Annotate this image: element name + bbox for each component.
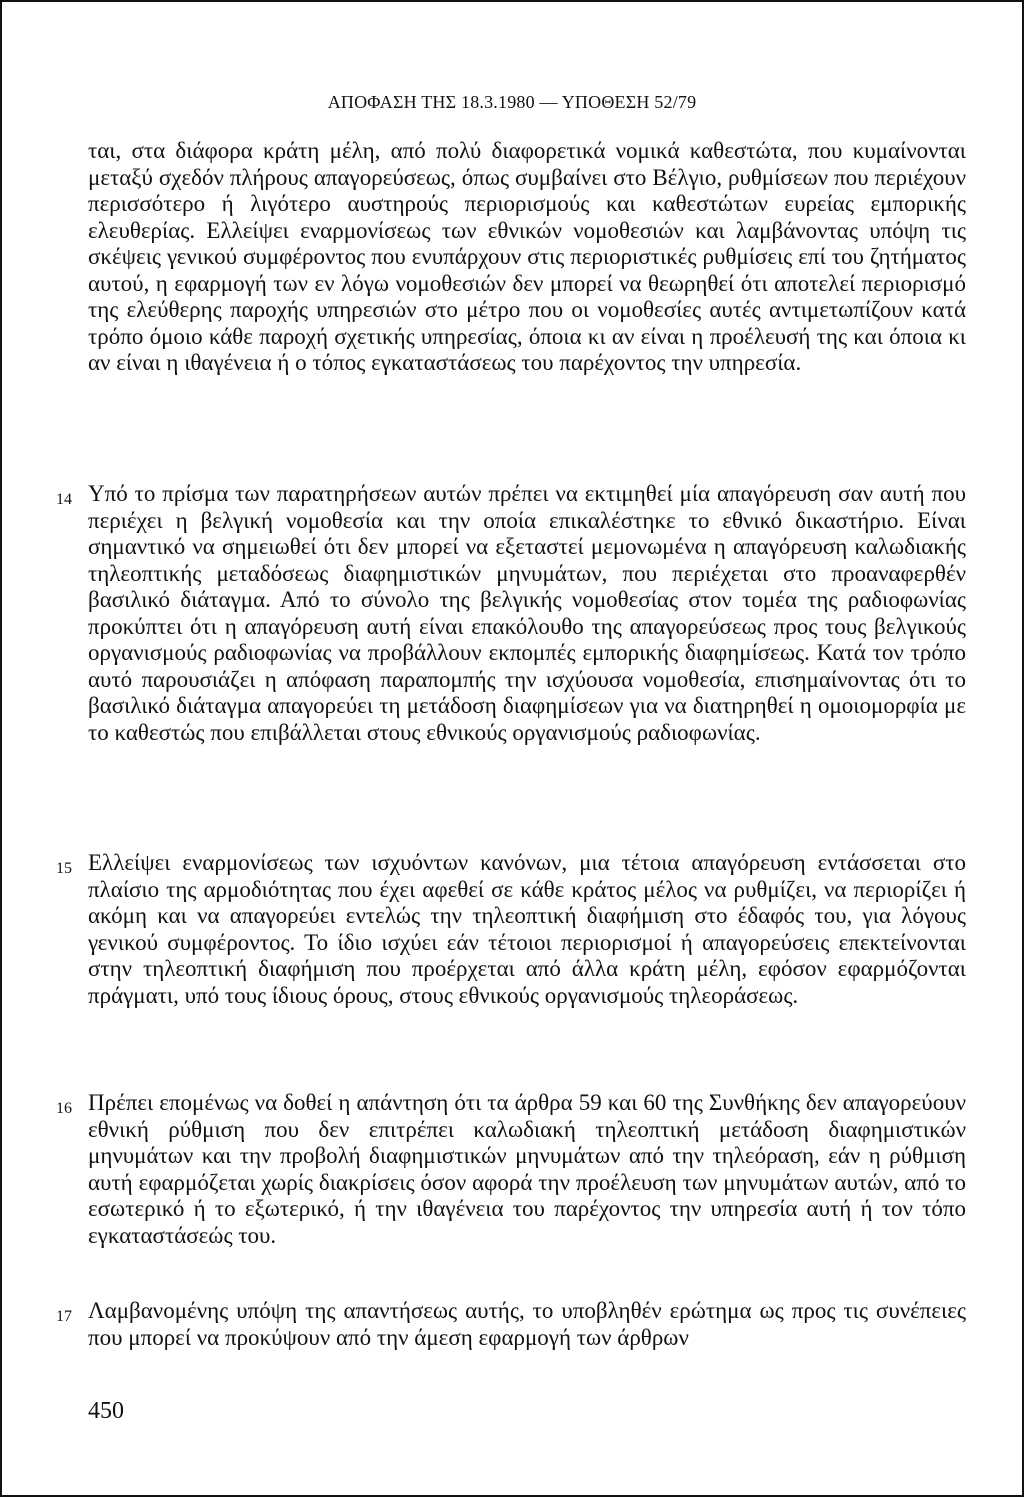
paragraph-16: Πρέπει επομένως να δοθεί η απάντηση ότι τα άρθρα 59 και 60 της Συνθήκης δεν απαγορεύουν εθνική ρύθμιση που δεν επιτρέπει καλωδιακή τηλεοπτική μετάδοση διαφημιστικών μηνυμάτων και την προβολή διαφημιστικών μηνυμάτων από την τηλεόραση, εάν η ρύθμιση αυτή εφαρμόζεται χωρίς διακρίσεις όσον αφορά την προέλευση των μηνυμάτων αυτών, από το εσωτερικό ή το εξωτερικό, ή την ιθαγένεια του παρέχοντος την υπηρεσία αυτή ή τον τόπο εγκαταστάσεώς του.: [88, 1090, 966, 1248]
paragraph-17: Λαμβανομένης υπόψη της απαντήσεως αυτής, το υποβληθέν ερώτημα ως προς τις συνέπειες που μπορεί να προκύψουν από την άμεση εφαρμογή των άρθρων: [88, 1298, 966, 1350]
paragraph-14: Υπό το πρίσμα των παρατηρήσεων αυτών πρέπει να εκτιμηθεί μία απαγόρευση σαν αυτή που περιέχει η βελγική νομοθεσία και την οποία επικαλέστηκε το εθνικό δικαστήριο. Είναι σημαντικό να σημειωθεί ότι δεν μπορεί να εξεταστεί μεμονωμένα η απαγόρευση καλωδιακής τηλεοπτικής μεταδόσεως διαφημιστικών μηνυμάτων, που περιέχεται στο προαναφερθέν βασιλικό διάταγμα. Από το σύνολο της βελγικής νομοθεσίας στον τομέα της ραδιοφωνίας προκύπτει ότι η απαγόρευση αυτή είναι επακόλουθο της απαγορεύσεως προς τους βελγικούς οργανισμούς ραδιοφωνίας να προβάλλουν εκπομπές εμπορικής διαφημίσεως. Κατά τον τρόπο αυτό παρουσιάζει η απόφαση παραπομπής την ισχύουσα νομοθεσία, επισημαίνοντας ότι το βασιλικό διάταγμα απαγορεύει τη μετάδοση διαφημίσεων για να διατηρηθεί η ομοιομορφία με το καθεστώς που επιβάλλεται στους εθνικούς οργανισμούς ραδιοφωνίας.: [88, 481, 966, 745]
paragraph-15: Ελλείψει εναρμονίσεως των ισχυόντων κανόνων, μια τέτοια απαγόρευση εντάσσεται στο πλαίσιο της αρμοδιότητας που έχει αφεθεί σε κάθε κράτος μέλος να ρυθμίζει, να περιορίζει ή ακόμη και να απαγορεύει εντελώς την τηλεοπτική διαφήμιση στο έδαφός του, για λόγους γενικού συμφέροντος. Το ίδιο ισχύει εάν τέτοιοι περιορισμοί ή απαγορεύσεις επεκτείνονται στην τηλεοπτική διαφήμιση που προέρχεται από άλλα κράτη μέλη, εφόσον εφαρμόζονται πράγματι, υπό τους ίδιους όρους, στους εθνικούς οργανισμούς τηλεοράσεως.: [88, 850, 966, 1008]
paragraph-number-14: 14: [56, 491, 72, 508]
paragraph-number-15: 15: [56, 860, 72, 877]
paragraph-number-17: 17: [56, 1308, 72, 1325]
paragraph-number-16: 16: [56, 1100, 72, 1117]
paragraph-continuation: ται, στα διάφορα κράτη μέλη, από πολύ διαφορετικά νομικά καθεστώτα, που κυμαίνονται μεταξύ σχεδόν πλήρους απαγορεύσεως, όπως συμβαίνει στο Βέλγιο, ρυθμίσεων που περιέχουν περισσότερο ή λιγότερο αυστηρούς περιορισμούς και καθεστώτων ευρείας εμπορικής ελευθερίας. Ελλείψει εναρμονίσεως των εθνικών νομοθεσιών και λαμβάνοντας υπόψη τις σκέψεις γενικού συμφέροντος που ενυπάρχουν στις περιοριστικές ρυθμίσεις επί του ζητήματος αυτού, η εφαρμογή των εν λόγω νομοθεσιών δεν μπορεί να θεωρηθεί ότι αποτελεί περιορισμό της ελεύθερης παροχής υπηρεσιών στο μέτρο που οι νομοθεσίες αυτές αντιμετωπίζουν κατά τρόπο όμοιο κάθε παροχή σχετικής υπηρεσίας, όποια κι αν είναι η προέλευσή της και όποια κι αν είναι η ιθαγένεια ή ο τόπος εγκαταστάσεως του παρέχοντος την υπηρεσία.: [88, 138, 966, 375]
running-header: ΑΠΟΦΑΣΗ ΤΗΣ 18.3.1980 — ΥΠΟΘΕΣΗ 52/79: [327, 92, 697, 112]
page-number: 450: [88, 1398, 124, 1424]
